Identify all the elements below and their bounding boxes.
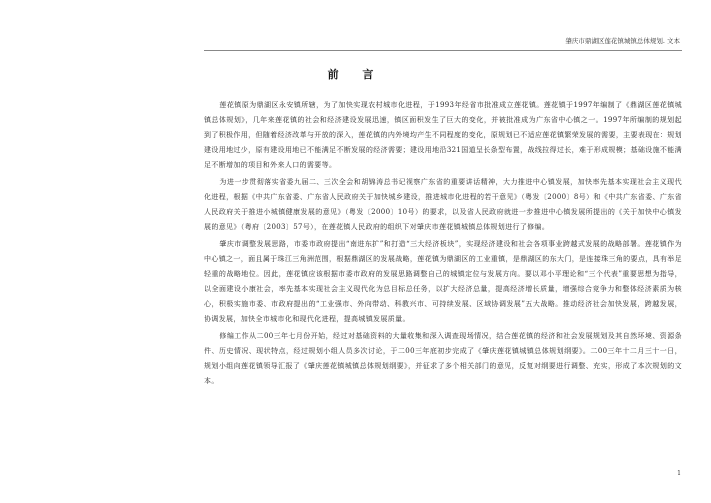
running-header: 肇庆市鼎湖区莲花镇城镇总体规划. 文本 xyxy=(565,37,680,45)
paragraph-3: 肇庆市调整发展思路，市委市政府提出“南进东扩”和打造“三大经济板块”，实现经济建设和社会各项事业跨越式发展的战略部署。莲花镇作为中心镇之一，面且属于珠江三角洲范围，根据鼎湖区的发展战略，莲花镇为鼎湖区的工业重镇，是鼎湖区的东大门，是连接珠三角的要点，具有举足轻重的战略地位。因此，莲花镇应该根据市委市政府的发展思路调整自己的城镇定位与发展方向。要以邓小平理论和“三个代表”重要思想为指导，以全面建设小康社会，率先基本实现社会主义现代化为总目标总任务，以扩大经济总量，提高经济增长质量，增强综合竞争力和整体经济素质为核心，积极实施市委、市政府提出的“工业强市、外向带动、科教兴市、可持续发展、区域协调发展”五大战略。推动经济社会加快发展，跨越发展，协调发展，加快全市城市化和现代化进程，提高城镇发展质量。 xyxy=(204,240,682,323)
paragraph-2: 为进一步贯彻落实省委九届二、三次全会和胡锦涛总书记视察广东省的重要讲话精神，大力推进中心镇发展，加快率先基本实现社会主义现代化进程，根据《中共广东省委、广东省人民政府关于加快城乡建设，推进城市化进程的若干意见》（粤发〔2000〕8号）和《中共广东省委、广东省人民政府关于推进小城镇健康发展的意见》（粤发〔2000〕10号）的要求，以及省人民政府就进一步推进中心镇发展所提出的《关于加快中心镇发展的意见》（粤府〔2003〕57号），在莲花镇人民政府的组织下对肇庆市莲花镇城镇总体规划进行了修编。 xyxy=(204,178,682,231)
header-divider xyxy=(204,50,682,51)
paragraph-1: 莲花镇原为鼎湖区永安镇所辖，为了加快实现农村城市化进程，于1993年经省市批准成立莲花镇。莲花镇于1997年编制了《鼎湖区莲花镇城镇总体规划》，几年来莲花镇的社会和经济建设发展迅速，镇区面积发生了巨大的变化，并被批准成为广东省中心镇之一。1997年所编制的规划起到了积极作用，但随着经济改革与开放的深入，莲花镇的内外境均产生不同程度的变化，原规划已不适应莲花镇繁荣发展的需要，主要表现在：规划建设用地过少，原有建设用地已不能满足不断发展的经济需要；建设用地沿321国道呈长条型布置，战线拉得过长，难于形成规模；基础设施不能满足不断增加的项目和外来人口的需要等。 xyxy=(204,101,682,169)
paragraph-4: 修编工作从二00三年七月份开始，经过对基础资料的大量收集和深入调查现场情况，结合莲花镇的经济和社会发展规划及其自然环境、资源条件、历史情况、现状特点，经过规划小组人员多次讨论，于二00三年底初步完成了《肇庆莲花镇城镇总体规划纲要》。二00三年十二月三十一日，规划小组向莲花镇领导汇报了《肇庆莲花镇城镇总体规划纲要》，并征求了多个相关部门的意见，反复对纲要进行调整、充实，形成了本次规划的文本。 xyxy=(204,332,682,385)
page-title: 前 言 xyxy=(327,68,384,81)
body-text xyxy=(204,98,682,391)
page-number: 1 xyxy=(677,470,681,477)
